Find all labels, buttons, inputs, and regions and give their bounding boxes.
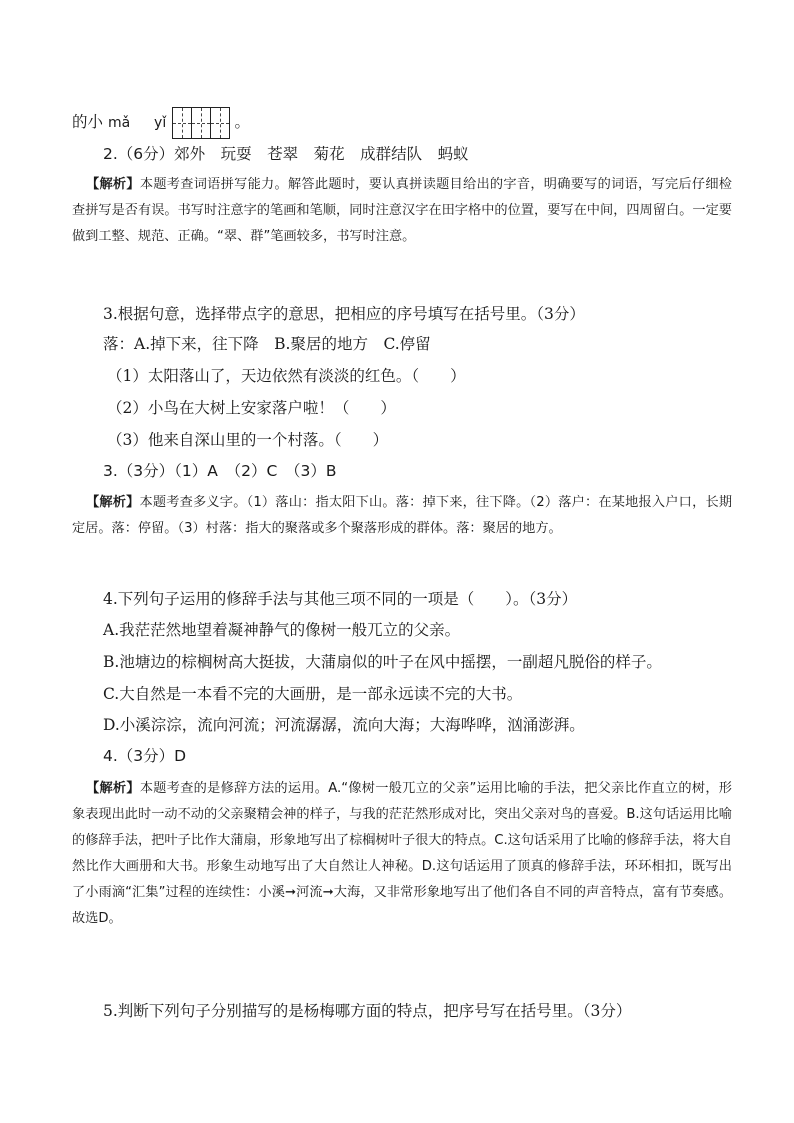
q4-option-c: C.大自然是一本看不完的大画册，是一部永远读不完的大书。	[103, 685, 523, 703]
q3-item-3: （3）他来自深山里的一个村落。（ ）	[107, 431, 389, 449]
q4-explanation-block	[72, 776, 732, 932]
q4-option-b: B.池塘边的棕榈树高大挺拔，大蒲扇似的叶子在风中摇摆，一副超凡脱俗的样子。	[103, 653, 662, 671]
q4-stem: 4.下列句子运用的修辞手法与其他三项不同的一项是（ ）。（3分）	[103, 590, 578, 608]
q3-item-2: （2）小鸟在大树上安家落户啦！（ ）	[107, 399, 396, 417]
pinyin-yi: yǐ	[154, 115, 167, 131]
q2-explanation: 本题考查词语拼写能力。解答此题时，要认真拼读题目给出的字音，明确要写的词语，写完后仔细检查拼写是否有误。书写时注意字的笔画和笔顺，同时注意汉字在田字格中的位置，要写在中间，四周留白。一定要做到工整、规范、正确。“翠、群”笔画较多，书写时注意。	[72, 177, 732, 244]
explanation-tag: 【解析】	[86, 781, 140, 796]
pinyin-ma: mǎ	[107, 115, 131, 131]
q3-stem: 3.根据句意，选择带点字的意思，把相应的序号填写在括号里。（3分）	[103, 305, 585, 323]
q4-option-a: A.我茫茫然地望着凝神静气的像树一般兀立的父亲。	[103, 621, 461, 639]
q1-prefix: 的小	[72, 113, 104, 131]
q1-suffix: 。	[234, 113, 251, 131]
q4-explanation: 本题考查的是修辞方法的运用。A.“像树一般兀立的父亲”运用比喻的手法，把父亲比作直立的树，形象表现出此时一动不动的父亲聚精会神的样子，与我的茫茫然形成对比，突出父亲对鸟的喜爱。B.这句话运用比喻的修辞手法，把叶子比作大蒲扇，形象地写出了棕榈树叶子很大的特点。C.这句话采用了比喻的修辞手法，将大自然比作大画册和大书。形象生动地写出了大自然让人神秘。D.这句话运用了顶真的修辞手法，环环相扣，既写出了小雨滴“汇集”过程的连续性：小溪➞河流➞大海，又非常形象地写出了他们各自不同的声音特点，富有节奏感。故选D。	[72, 781, 732, 926]
q3-explanation-block	[72, 490, 732, 542]
tianzi-cell[interactable]	[210, 107, 230, 139]
q3-options: 落：A.掉下来，往下降 B.聚居的地方 C.停留	[103, 335, 431, 353]
q4-answer: 4.（3分）D	[103, 747, 187, 765]
q4-option-d: D.小溪淙淙，流向河流；河流潺潺，流向大海；大海哗哗，汹涌澎湃。	[103, 716, 585, 734]
q3-answer: 3.（3分）（1）A （2）C （3）B	[103, 462, 337, 480]
explanation-tag: 【解析】	[86, 177, 140, 192]
tianzi-cell[interactable]	[172, 107, 192, 139]
q3-explanation: 本题考查多义字。（1）落山：指太阳下山。落：掉下来，往下降。（2）落户：在某地报入户口，长期定居。落：停留。（3）村落：指大的聚落或多个聚落形成的群体。落：聚居的地方。	[72, 495, 733, 536]
q2-answer: 2.（6分）郊外 玩耍 苍翠 菊花 成群结队 蚂蚁	[103, 145, 469, 163]
q3-item-1: （1）太阳落山了，天边依然有淡淡的红色。（ ）	[107, 367, 466, 385]
tianzi-cell[interactable]	[191, 107, 211, 139]
q1-tail-line	[72, 105, 732, 139]
tianzi-grid[interactable]	[173, 107, 229, 139]
q2-explanation-block	[72, 172, 732, 250]
explanation-tag: 【解析】	[86, 495, 140, 510]
q5-stem: 5.判断下列句子分别描写的是杨梅哪方面的特点，把序号写在括号里。（3分）	[103, 1002, 632, 1020]
